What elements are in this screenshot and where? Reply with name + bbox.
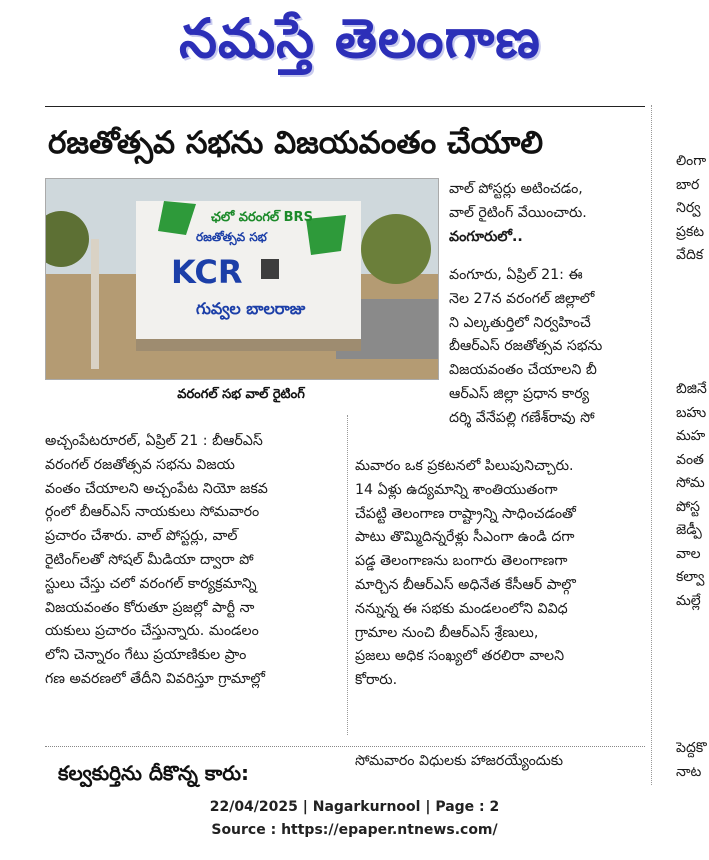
side-column-block-3 (676, 737, 709, 784)
text-line: బహు (676, 404, 707, 421)
text-line: లింగా (676, 153, 707, 169)
text-line: ని ఎల్కతుర్తిలో నిర్వహించే (449, 314, 591, 331)
text-line: యకులు ప్రచారం చేస్తున్నారు. మండలం (45, 623, 259, 640)
text-line: వంగూరు, ఏప్రిల్ 21: ఈ (449, 267, 583, 283)
photo-caption: వరంగల్ సభ వాల్ రైటింగ్ (177, 387, 305, 402)
column-divider (651, 105, 652, 785)
text-line: ప్రచారం చేశారు. వాల్ పోస్టర్లు, వాల్ (45, 528, 238, 545)
text-line: బార (676, 176, 700, 193)
text-line: విజయవంతం కోరుతూ ప్రజల్లో పార్టీ నా (45, 599, 255, 616)
text-line: ఆర్ఎస్ జిల్లా ప్రధాన కార్య (449, 385, 590, 402)
text-line: దర్శి వేనేపల్లి గణేశ్‌రావు సో (449, 409, 595, 426)
text-line: రైటింగ్‌లతో సోషల్ మీడియా ద్వారా పో (45, 551, 254, 568)
text-line: మహ (676, 428, 706, 444)
next-article-title: కల్వకుర్తిను దీకొన్న కారు: (58, 761, 250, 785)
footer-source-link[interactable]: Source : https://epaper.ntnews.com/ (211, 822, 498, 838)
text-line: నాట (676, 763, 702, 780)
text-line: లోని చెన్నారం గేటు ప్రయాణికుల ప్రాం (45, 647, 247, 664)
article-separator (45, 746, 645, 747)
text-line: వేదిక (676, 247, 704, 263)
text-line: పాటు తొమ్మిదిన్నరేళ్లు సీఎంగా ఉండి దగా (355, 529, 575, 546)
wall-line-4: గువ్వల బాలరాజు (196, 299, 306, 318)
masthead (0, 0, 709, 82)
wall-line-3: KCR (171, 253, 243, 291)
text-line: బిజినే (676, 381, 707, 397)
text-line: 14 ఏళ్లు ఉద్యమాన్ని శాంతియుతంగా (355, 481, 558, 498)
side-column-block-2 (676, 378, 709, 613)
next-article-text (355, 750, 645, 774)
text-line: వాల్ పోస్టర్లు అటించడం, (449, 181, 583, 197)
right-top-column (449, 178, 644, 249)
text-line: ప్రజలు అధిక సంఖ్యలో తరలిరా వాలని (355, 648, 565, 665)
text-line: బీఆర్ఎస్ రజతోత్సవ సభను (449, 338, 603, 355)
text-line: చేపట్టి తెలంగాణ రాష్ట్రాన్ని సాధించడంతో (355, 505, 576, 522)
wall-writing-photo (46, 179, 438, 379)
text-line: నన్నున్న ఈ సభకు మండలంలోని వివిధ (355, 600, 568, 617)
text-line: మల్లే (676, 592, 701, 609)
top-rule (45, 106, 645, 107)
text-line: వంతం చేయాలని అచ్చంపేట నియో జకవ (45, 480, 268, 497)
text-line: వాల్ రైటింగ్ వేయించారు. (449, 204, 587, 221)
text-line: వాల (676, 545, 701, 562)
text-line: పెద్దకొ (676, 740, 707, 756)
text-line: ర్గంలో బీఆర్ఎస్ నాయకులు సోమవారం (45, 504, 260, 521)
article-photo (45, 178, 439, 380)
text-line: వంత (676, 451, 704, 468)
text-line: విజయవంతం చేయాలని బీ (449, 362, 597, 379)
section-subhead: వంగూరులో.. (449, 228, 523, 245)
footer-date-edition: 22/04/2025 | Nagarkurnool | Page : 2 (209, 799, 500, 815)
right-column-wide (355, 455, 645, 693)
article-headline: రజతోత్సవ సభను విజయవంతం చేయాలి (48, 125, 544, 161)
page-footer (0, 796, 709, 842)
text-line: సోమ (676, 475, 705, 491)
text-line: పోస్ట (676, 498, 700, 515)
text-line: గ్రామాల నుంచి బీఆర్ఎస్ శ్రేణులు, (355, 624, 539, 641)
text-line: పడ్డ తెలంగాణను బంగారు తెలంగాణగా (355, 553, 568, 570)
text-line: కల్వా (676, 569, 705, 585)
inner-column-divider (347, 415, 348, 735)
text-line: వరంగల్ రజతోత్సవ సభను విజయ (45, 456, 235, 473)
text-line: స్టులు చేస్తు చలో వరంగల్ కార్యక్రమాన్ని (45, 575, 257, 592)
text-line: కోరారు. (355, 672, 398, 689)
text-line: జెడ్పీ (676, 522, 702, 538)
side-column-block-1 (676, 150, 709, 268)
text-line: నెల 27న వరంగల్ జిల్లాలో (449, 290, 595, 307)
text-line: అచ్చంపేటరూరల్, ఏప్రిల్ 21 : బీఆర్ఎస్ (45, 433, 263, 449)
text-line: గణ అవరణలో తేదీని వివరిస్తూ గ్రామాల్లో (45, 670, 266, 687)
right-column-narrow (449, 264, 644, 431)
text-line: సోమవారం విధులకు హాజరయ్యేందుకు (355, 753, 564, 769)
text-line: నిర్వ (676, 200, 701, 216)
text-line: ప్రకట (676, 223, 705, 240)
wall-line-1: ఛలో వరంగల్ BRS (211, 210, 313, 225)
text-line: మవారం ఒక ప్రకటనలో పిలుపునిచ్చారు. (355, 458, 574, 474)
text-line: మార్చిన బీఆర్ఎస్ అధినేత కేసీఆర్ పాల్గొ (355, 576, 576, 593)
wall-line-2: రజతోత్సవ సభ (196, 230, 267, 244)
newspaper-title: నమస్తే తెలంగాణ (179, 7, 541, 70)
left-column (45, 430, 343, 692)
